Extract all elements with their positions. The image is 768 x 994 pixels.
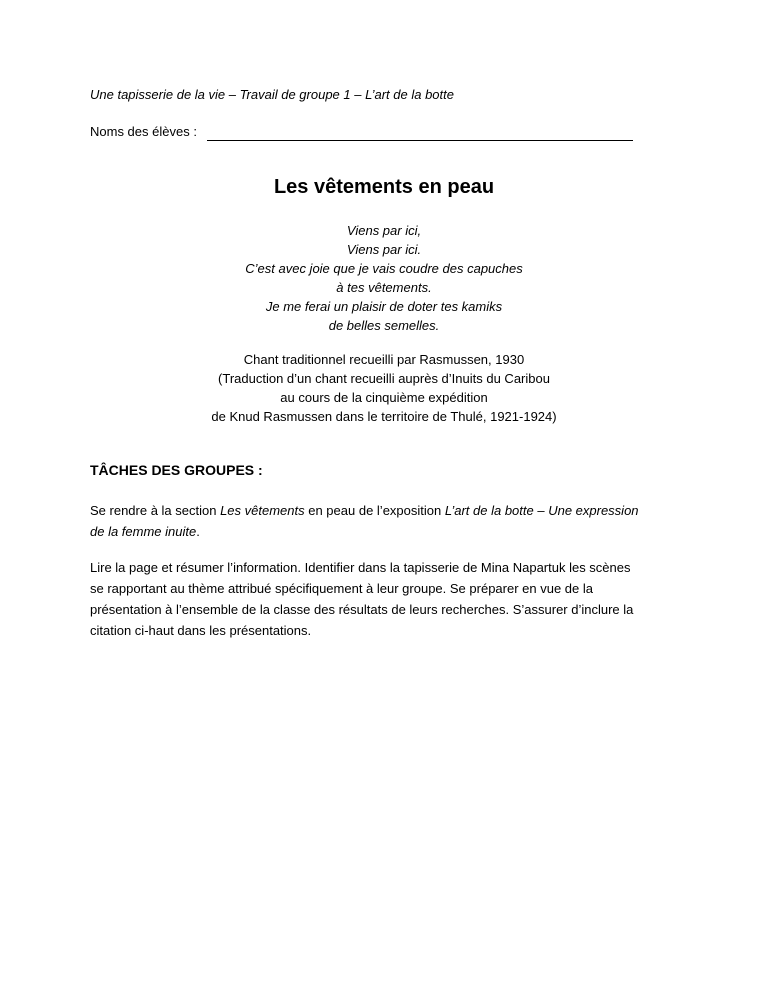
para2-line: citation ci-haut dans les présentations.	[90, 623, 312, 638]
poem-line: Viens par ici,	[346, 223, 422, 238]
source-line: Chant traditionnel recueilli par Rasmussen, 1930	[243, 352, 525, 367]
student-names-label: Noms des élèves :	[90, 124, 197, 139]
para2-line: présentation à l’ensemble de la classe des résultats de leurs recherches. S’assurer d’inclure la	[90, 602, 634, 617]
source-line: de Knud Rasmussen dans le territoire de Thulé, 1921-1924)	[211, 409, 557, 424]
para1-section-name: Les vêtements	[220, 503, 305, 518]
para2-line: Lire la page et résumer l’information. Identifier dans la tapisserie de Mina Napartuk les scènes	[90, 560, 631, 575]
student-names-row	[90, 123, 633, 141]
poem-line: Je me ferai un plaisir de doter tes kamiks	[265, 299, 503, 314]
student-names-blank-line	[207, 125, 633, 141]
poem-source	[0, 350, 768, 426]
para1-text: .	[196, 524, 200, 539]
source-line: au cours de la cinquième expédition	[280, 390, 488, 405]
tasks-heading: TÂCHES DES GROUPES :	[90, 462, 263, 478]
para1-text: en peau de l’exposition	[304, 503, 445, 518]
poem-line: Viens par ici.	[346, 242, 422, 257]
poem-line: C’est avec joie que je vais coudre des capuches	[245, 261, 523, 276]
tasks-paragraph-1	[90, 500, 690, 542]
document-header: Une tapisserie de la vie – Travail de groupe 1 – L’art de la botte	[90, 87, 454, 102]
source-line: (Traduction d’un chant recueilli auprès d’Inuits du Caribou	[218, 371, 550, 386]
para1-text: Se rendre à la section	[90, 503, 221, 518]
page-title: Les vêtements en peau	[273, 176, 495, 198]
poem-line: à tes vêtements.	[336, 280, 432, 295]
poem-quote	[0, 221, 768, 335]
para1-exhibit-name-cont: de la femme inuite	[90, 524, 197, 539]
para1-exhibit-name: L’art de la botte – Une expression	[444, 503, 639, 518]
para2-line: se rapportant au thème attribué spécifiquement à leur groupe. Se préparer en vue de la	[90, 581, 593, 596]
poem-line: de belles semelles.	[328, 318, 440, 333]
tasks-paragraph-2	[90, 557, 690, 641]
